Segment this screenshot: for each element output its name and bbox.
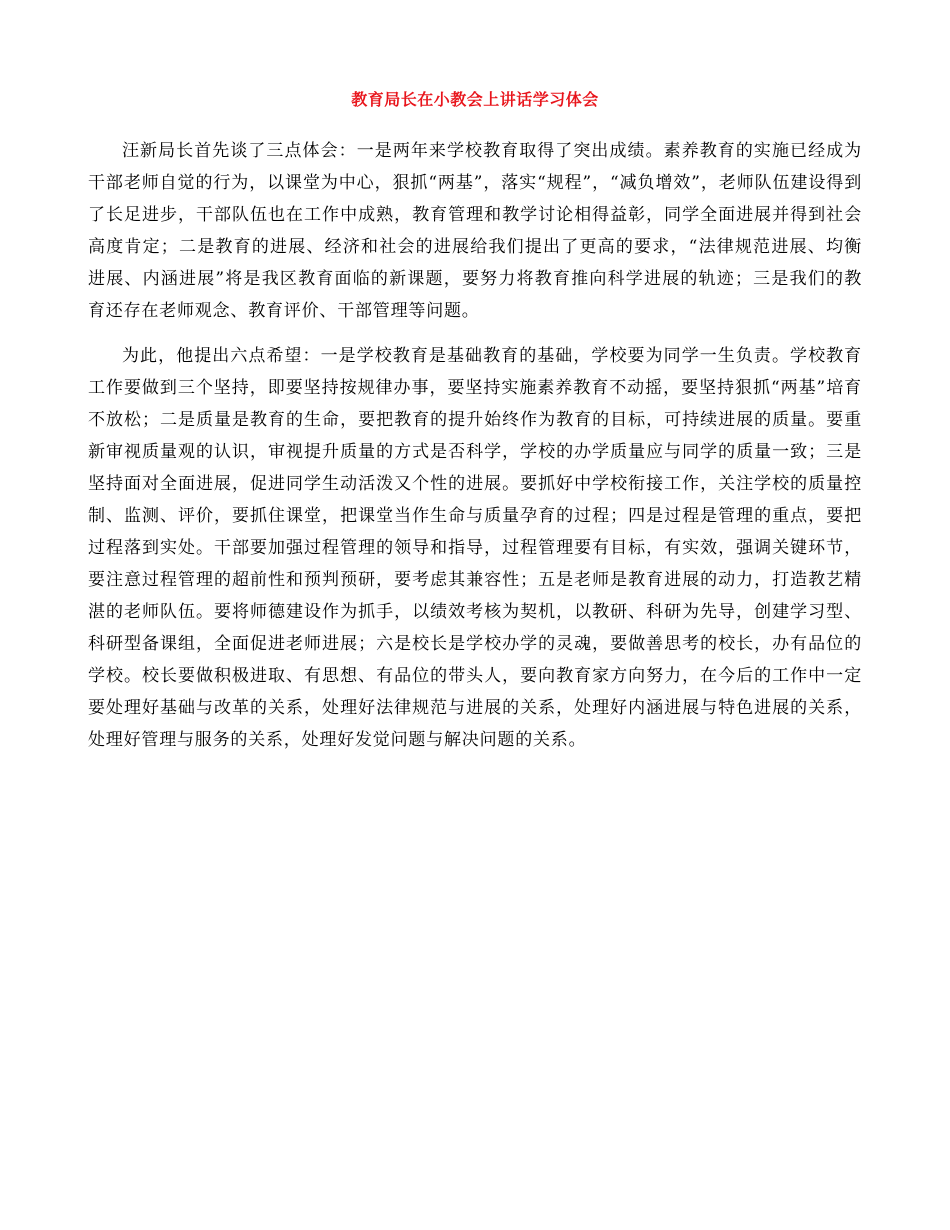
paragraph-six-hopes: 为此，他提出六点希望：一是学校教育是基础教育的基础，学校要为同学一生负责。学校教育工作要做到三个坚持，即要坚持按规律办事，要坚持实施素养教育不动摇，要坚持狠抓“两基”培育不放松；二是质量是教育的生命，要把教育的提升始终作为教育的目标，可持续进展的质量。要重新审视质量观的认识，审视提升质量的方式是否科学，学校的办学质量应与同学的质量一致；三是坚持面对全面进展，促进同学生动活泼又个性的进展。要抓好中学校衔接工作，关注学校的质量控制、监测、评价，要抓住课堂，把课堂当作生命与质量孕育的过程；四是过程是管理的重点，要把过程落到实处。干部要加强过程管理的领导和指导，过程管理要有目标，有实效，强调关键环节，要注意过程管理的超前性和预判预研，要考虑其兼容性；五是老师是教育进展的动力，打造教艺精湛的老师队伍。要将师德建设作为抓手，以绩效考核为契机，以教研、科研为先导，创建学习型、科研型备课组，全面促进老师进展；六是校长是学校办学的灵魂，要做善思考的校长，办有品位的学校。校长要做积极进取、有思想、有品位的带头人，要向教育家方向努力，在今后的工作中一定要处理好基础与改革的关系，处理好法律规范与进展的关系，处理好内涵进展与特色进展的关系，处理好管理与服务的关系，处理好发觉问题与解决问题的关系。 bbox=[88, 346, 862, 750]
document-page bbox=[88, 0, 862, 756]
paragraph-three-points: 汪新局长首先谈了三点体会：一是两年来学校教育取得了突出成绩。素养教育的实施已经成为干部老师自觉的行为，以课堂为中心，狠抓“两基”，落实“规程”，“减负增效”，老师队伍建设得到了长足进步，干部队伍也在工作中成熟，教育管理和教学讨论相得益彰，同学全面进展并得到社会高度肯定；二是教育的进展、经济和社会的进展给我们提出了更高的要求，“法律规范进展、均衡进展、内涵进展”将是我区教育面临的新课题，要努力将教育推向科学进展的轨迹；三是我们的教育还存在老师观念、教育评价、干部管理等问题。 bbox=[88, 141, 862, 321]
document-title: 教育局长在小教会上讲话学习体会 bbox=[351, 90, 599, 109]
